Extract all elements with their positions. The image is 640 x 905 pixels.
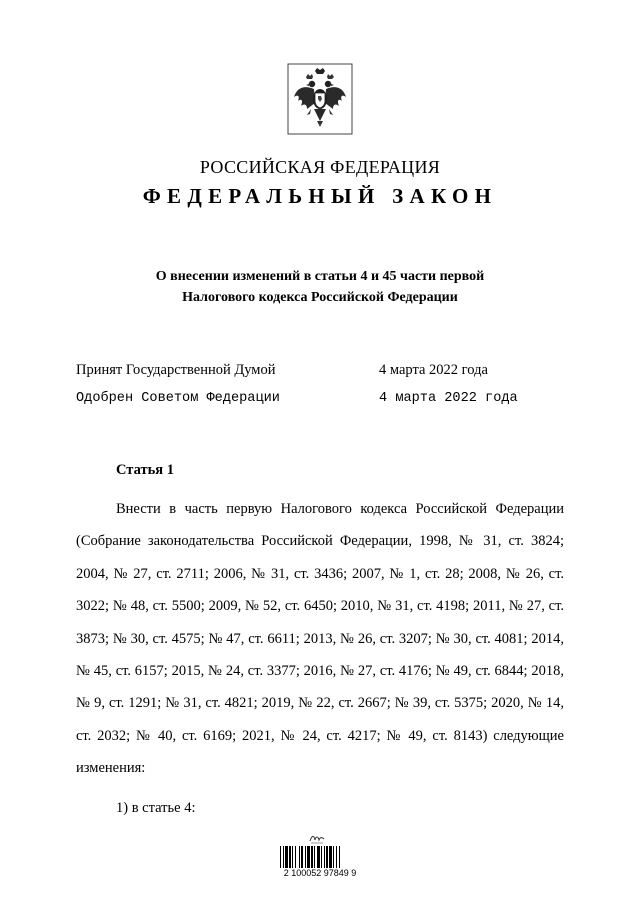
council-approval-date: 4 марта 2022 года [379, 391, 518, 406]
law-subject [0, 266, 640, 308]
barcode-bar [307, 846, 310, 868]
law-subject-line-2: Налогового кодекса Российской Федерации [182, 290, 458, 305]
barcode-bar [311, 846, 313, 868]
barcode-bar [295, 846, 296, 868]
signature-mark-icon [308, 832, 326, 844]
barcode-bar [280, 846, 281, 868]
article-body [76, 493, 564, 785]
barcode-bar [305, 846, 306, 868]
barcode-bar [329, 846, 332, 868]
duma-adoption-date: 4 марта 2022 года [379, 362, 488, 378]
coat-of-arms-emblem-icon [287, 63, 353, 135]
barcode-bar [283, 846, 284, 868]
document-type-title: ФЕДЕРАЛЬНЫЙ ЗАКОН [142, 184, 498, 208]
duma-adoption-label: Принят Государственной Думой [76, 362, 276, 378]
article-heading: Статья 1 [116, 462, 174, 478]
article-paragraph: Внести в часть первую Налогового кодекса Российской Федерации (Собрание законодательства Российской Федерации, 1998, № 31, ст. 3824; 2004, № 27, ст. 2711; 2006, № 31, ст. 3436; 2007, № 1, ст. 28; 2008, № 26, ст. 3022; № 48, ст. 5500; 2009, № 52, ст. 6450; 2010, № 31, ст. 4198; 2011, № 27, ст. 3873; № 30, ст. 4575; № 47, ст. 6611; 2013, № 26, ст. 3207; № 30, ст. 4081; 2014, № 45, ст. 6157; 2015, № 24, ст. 3377; 2016, № 27, ст. 4176; № 49, ст. 6844; 2018, № 9, ст. 1291; № 31, ст. 4821; 2019, № 22, ст. 2667; № 39, ст. 5375; 2020, № 14, ст. 2032; № 40, ст. 6169; 2021, № 24, ст. 4217; № 49, ст. 8143) следующие изменения: [76, 501, 564, 777]
barcode-bar [285, 846, 288, 868]
country-name: РОССИЙСКАЯ ФЕДЕРАЦИЯ [199, 157, 441, 177]
barcode-bar [301, 846, 303, 868]
barcode-bar [339, 846, 340, 868]
barcode-bar [321, 846, 322, 868]
barcode-bar [314, 846, 315, 868]
council-approval-label: Одобрен Советом Федерации [76, 391, 280, 406]
article-item-1: 1) в статье 4: [116, 800, 196, 816]
barcode-bar [336, 846, 337, 868]
barcode-icon [280, 846, 360, 868]
barcode-bar [289, 846, 291, 868]
barcode-bar [317, 846, 320, 868]
law-subject-line-1: О внесении изменений в статьи 4 и 45 части первой [155, 269, 485, 284]
barcode-number: 2 100052 97849 9 [283, 868, 357, 878]
barcode-bar [326, 846, 328, 868]
barcode-bar [299, 846, 300, 868]
barcode-bar [324, 846, 325, 868]
barcode-bar [292, 846, 293, 868]
barcode-bar [333, 846, 334, 868]
